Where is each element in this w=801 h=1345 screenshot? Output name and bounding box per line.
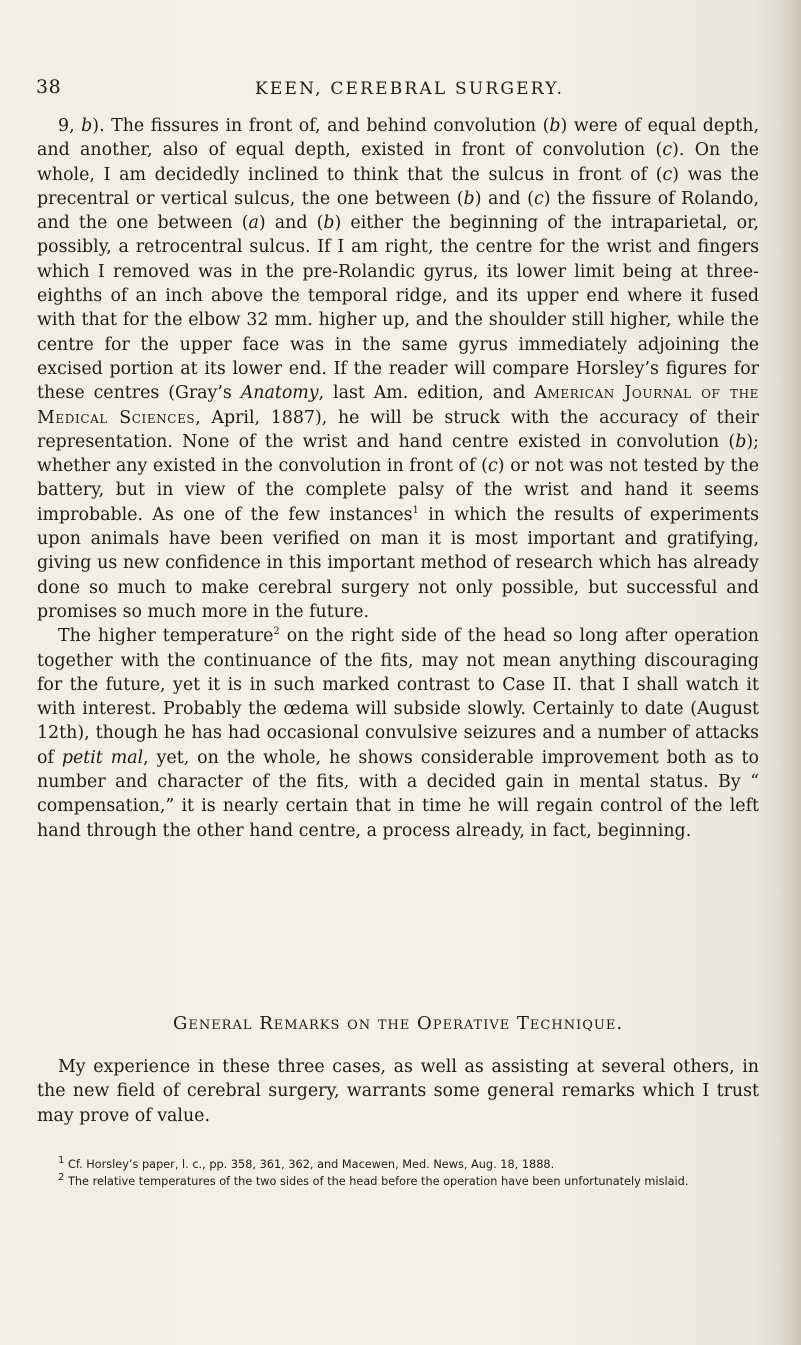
text-run: on the right side of the head so long after operation together with the continuance of the fits, may not mean anything discouraging for the future, yet it is in such marked contrast to Case II. that I shall watch it with interest. Probably the œdema will subside slowly. Certainly to date (August 12th), though he has had occasional convulsive seizures and a number of attacks of — [37, 626, 759, 768]
page-number: 38 — [36, 76, 62, 98]
text-run: a — [248, 213, 259, 234]
text-run: ) were of equal depth, and another, also of equal depth, existed in front of convolution ( — [37, 116, 760, 161]
text-run: ) was the precentral or vertical sulcus, the one between ( — [37, 164, 760, 209]
text-run: b — [81, 116, 93, 136]
footnote-marker: 1 — [58, 1155, 65, 1167]
text-run: The higher temperature — [58, 626, 274, 647]
footnote-ref-2[interactable]: 2 — [273, 626, 280, 638]
footnote-ref-1[interactable]: 1 — [412, 504, 419, 516]
text-run: b — [549, 116, 561, 136]
footnote-2 — [37, 1173, 759, 1190]
text-run: c — [662, 140, 673, 161]
text-run: 9, — [58, 116, 82, 136]
journal-title: American Journal of the Medical Sciences — [37, 383, 759, 428]
text-run: c — [487, 456, 498, 477]
text-run: Anatomy — [240, 383, 319, 404]
text-run: b — [735, 431, 747, 452]
footnote-1 — [37, 1156, 759, 1173]
text-run: ) the fissure of Rolando, and the one between ( — [37, 188, 759, 234]
text-run: ) either the beginning of the intraparietal, or, possibly, a retrocentral sulcus. If I am right, the centre for the wrist and fingers which I removed was in the pre-Rolandic gyrus, its lower limit being at three-eighths of an inch above the temporal ridge, and its upper end where it fused with that for the elbow 32 mm. higher up, and the shoulder still higher, while the centre for the upper face was in the same gyrus immediately adjoining the excised portion at its lower end. If the reader will compare Horsley’s figures for these centres (Gray’s — [37, 213, 760, 404]
text-run: ) and ( — [474, 188, 534, 209]
text-run: petit mal — [61, 747, 144, 768]
footnote-marker: 2 — [58, 1172, 65, 1184]
footnote-text: The relative temperatures of the two sides of the head before the operation have been unfortunately mislaid. — [64, 1175, 689, 1188]
paragraph-2 — [37, 624, 759, 843]
text-run: b — [323, 213, 335, 234]
text-run: ). The fissures in front of, and behind convolution ( — [92, 116, 550, 136]
section-heading: General Remarks on the Operative Technique. — [172, 1013, 624, 1034]
text-run: c — [662, 164, 673, 185]
footnotes — [37, 1156, 759, 1190]
footnote-text: Cf. Horsley’s paper, l. c., pp. 358, 361, 362, and Macewen, Med. News, Aug. 18, 1888. — [64, 1158, 555, 1171]
main-text-continued — [37, 1055, 759, 1128]
text-run: ) or not was not tested by the battery, but in view of the complete palsy of the wrist and hand it seems improbable. As one of the few instances — [37, 456, 759, 525]
text-run: ); whether any existed in the convolution in front of ( — [37, 431, 759, 477]
text-run: in which the results of experiments upon animals have been verified on man it is most important and gratifying, giving us new confidence in this important method of research which has already done so much to make cerebral surgery not only possible, but successful and promises so much more in the future. — [37, 504, 759, 622]
text-run: c — [533, 188, 544, 209]
text-run: b — [463, 188, 475, 209]
running-head: KEEN, CEREBRAL SURGERY. — [255, 79, 565, 99]
paragraph-3: My experience in these three cases, as well as assisting at several others, in the new field of cerebral surgery, warrants some general remarks which I trust may prove of value. — [37, 1057, 759, 1126]
main-text — [37, 114, 759, 843]
text-run: , April, 1887), he will be struck with the accuracy of their representation. None of the wrist and hand centre existed in convolution ( — [37, 407, 759, 452]
page-edge-shadow — [779, 0, 801, 1345]
paragraph-1 — [37, 114, 759, 624]
text-run: ). On the whole, I am decidedly inclined to think that the sulcus in front of ( — [37, 140, 759, 185]
text-run: ) and ( — [258, 213, 324, 234]
text-run: , last Am. edition, and — [318, 383, 535, 404]
text-run: , yet, on the whole, he shows considerable improvement both as to number and character of the fits, with a decided gain in mental status. By “ compensation,” it is nearly certain that in time he will regain control of the left hand through the other hand centre, a process already, in fact, beginning. — [37, 747, 759, 841]
